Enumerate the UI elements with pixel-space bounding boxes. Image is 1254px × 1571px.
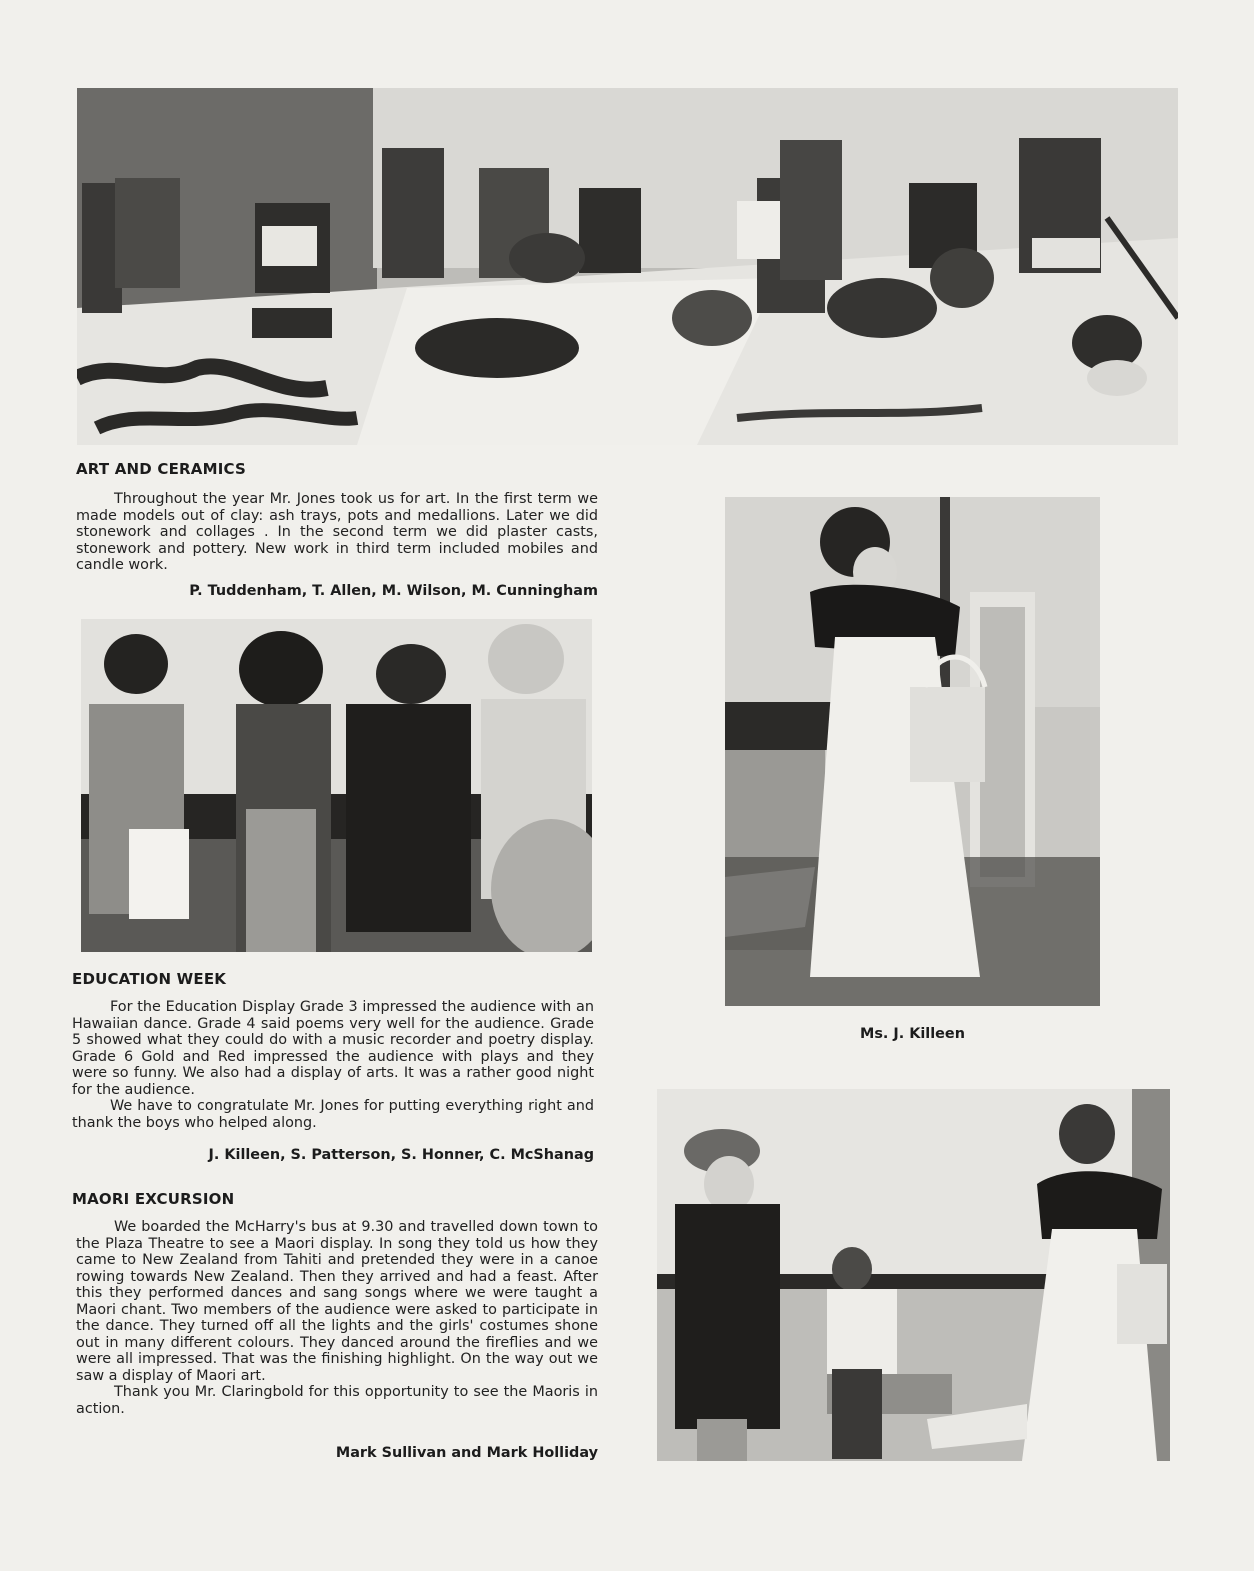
education-week-heading: EDUCATION WEEK <box>72 970 227 988</box>
education-week-paragraph-1: For the Education Display Grade 3 impressed the audience with an Hawaiian dance. Grade 4 said poems very well for the audience. Grade 5 showed what they could do with a music recorder and poetry display. Grade 6 Gold and Red impressed the audience with plays and they were so funny. We also had a display of arts. It was a rather good night for the audience. <box>72 999 594 1098</box>
art-ceramics-body <box>76 491 598 574</box>
maori-excursion-paragraph-2: Thank you Mr. Claringbold for this opportunity to see the Maoris in action. <box>76 1384 598 1417</box>
costume-group-photo <box>81 619 592 952</box>
maori-excursion-heading: MAORI EXCURSION <box>72 1190 235 1208</box>
art-ceramics-byline: P. Tuddenham, T. Allen, M. Wilson, M. Cunningham <box>189 583 598 599</box>
maori-excursion-body <box>76 1219 598 1417</box>
killeen-portrait-photo <box>725 497 1100 1006</box>
art-ceramics-paragraph: Throughout the year Mr. Jones took us for art. In the first term we made models out of clay: ash trays, pots and medallions. Later we did stonework and collages . In the second term we did plaster casts, stonework and pottery. New work in third term included mobiles and candle work. <box>76 491 598 573</box>
education-week-body <box>72 999 594 1131</box>
ceramics-display-photo <box>77 88 1178 445</box>
art-ceramics-heading: ART AND CERAMICS <box>76 460 246 478</box>
killeen-caption: Ms. J. Killeen <box>860 1026 965 1042</box>
maori-excursion-paragraph-1: We boarded the McHarry's bus at 9.30 and travelled down town to the Plaza Theatre to see a Maori display. In song they told us how they came to New Zealand from Tahiti and pretended they were in a canoe rowing towards New Zealand. Then they arrived and had a feast. After this they performed dances and sang songs where we were taught a Maori chant. Two members of the audience were asked to participate in the dance. They turned off all the lights and the girls' costumes shone out in many different colours. They danced around the fireflies and we were all impressed. That was the finishing highlight. On the way out we saw a display of Maori art. <box>76 1219 598 1384</box>
stage-performance-photo <box>657 1089 1170 1461</box>
maori-excursion-byline: Mark Sullivan and Mark Holliday <box>335 1445 598 1461</box>
education-week-paragraph-2: We have to congratulate Mr. Jones for putting everything right and thank the boys who helped along. <box>72 1098 594 1131</box>
education-week-byline: J. Killeen, S. Patterson, S. Honner, C. McShanag <box>208 1147 594 1163</box>
